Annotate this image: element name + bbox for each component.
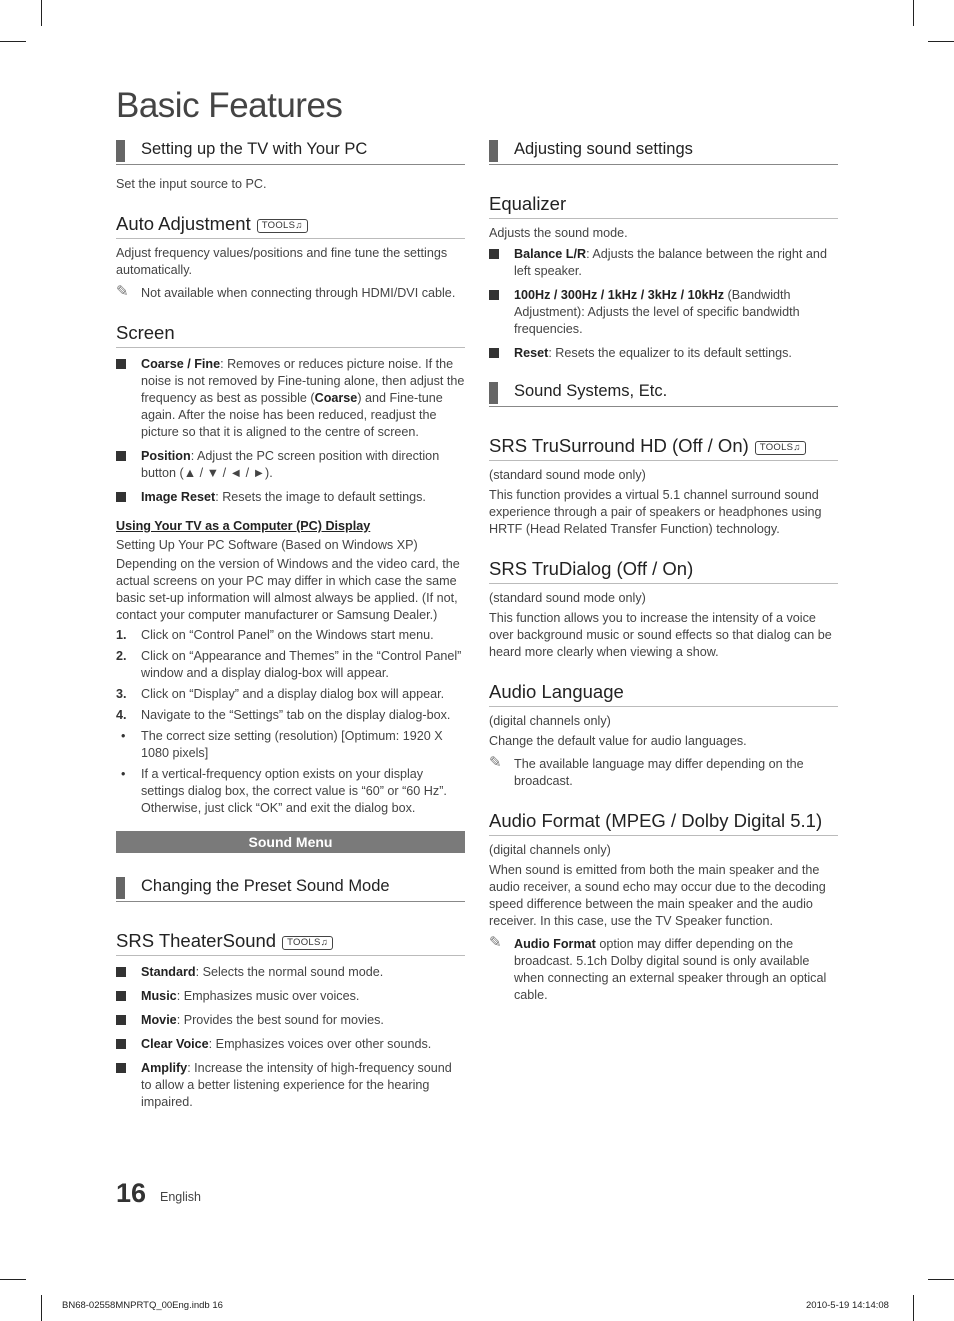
item-text: : Emphasizes music over voices. [176, 989, 360, 1003]
step-text: Click on “Display” and a display dialog box will appear. [141, 687, 445, 701]
step-text: Click on “Appearance and Themes” in the “Control Panel” window and a display dialog-box will appear. [141, 649, 462, 680]
subheading-auto-adjustment [116, 213, 465, 239]
subheading-text: Equalizer [489, 193, 567, 214]
trusurround-desc: This function provides a virtual 5.1 channel surround sound experience through a pair of speakers or headphones using HRTF (Head Related Transfer Function) technology. [489, 488, 822, 536]
step-item [116, 707, 465, 724]
pc-display-intro: Depending on the version of Windows and the video card, the actual screens on your PC may differ in which case the same basic set-up information will almost always be applied. (If not, contact your computer manufacturer or Samsung Dealer.) [116, 557, 460, 622]
step-item [116, 648, 465, 682]
item-term: Music [141, 989, 177, 1003]
list-item [489, 246, 838, 280]
list-item [116, 988, 465, 1005]
square-bullet-icon [116, 991, 126, 1001]
pencil-note-icon: ✎ [489, 934, 502, 951]
item-text: : Removes or reduces picture noise. If the noise is not removed by Fine-tuning alone, then adjust the frequency as best as possible ( [141, 357, 465, 405]
section-bar-icon [489, 382, 498, 404]
subheading-text: Screen [116, 322, 175, 343]
step-text: Navigate to the “Settings” tab on the display dialog-box. [141, 708, 451, 722]
pencil-note-icon: ✎ [489, 754, 502, 771]
trusurround-mode: (standard sound mode only) [489, 468, 646, 482]
step-text: Click on “Control Panel” on the Windows start menu. [141, 628, 434, 642]
square-bullet-icon [116, 1063, 126, 1073]
page-title: Basic Features [116, 86, 343, 125]
subheading-text: SRS TruSurround HD (Off / On) [489, 435, 749, 456]
step-item [116, 627, 465, 644]
item-term: Coarse / Fine [141, 357, 221, 371]
bullet-item [116, 766, 465, 817]
bullet-text: The correct size setting (resolution) [Optimum: 1920 X 1080 pixels] [141, 729, 443, 760]
square-bullet-icon [489, 249, 499, 259]
item-term: Movie [141, 1013, 177, 1027]
subheading-text: Audio Language [489, 681, 624, 702]
audio-language-mode: (digital channels only) [489, 714, 611, 728]
square-bullet-icon [116, 492, 126, 502]
square-bullet-icon [116, 1015, 126, 1025]
bullet-text: If a vertical-frequency option exists on your display settings dialog box, the correct value is “60” or “60 Hz”. Otherwise, just click “OK” and exit the dialog box. [141, 767, 447, 815]
crop-mark [913, 0, 914, 26]
note [489, 936, 838, 1004]
item-text: : Adjusts the balance between the right and left speaker. [514, 247, 827, 278]
crop-mark [41, 1295, 42, 1321]
tools-icon: TOOLS♫ [257, 219, 308, 233]
crop-mark [913, 1295, 914, 1321]
step-number: 3. [116, 687, 127, 701]
list-item [489, 345, 838, 362]
note-text: option may differ depending on the broadcast. 5.1ch Dolby digital sound is only available when connecting an external speaker through an optical cable. [514, 937, 827, 1002]
trudialog-mode: (standard sound mode only) [489, 591, 646, 605]
section-bar-icon [116, 140, 125, 162]
item-text: : Adjust the PC screen position with direction button (▲ / ▼ / ◄ / ►). [141, 449, 440, 480]
item-text: : Provides the best sound for movies. [176, 1013, 384, 1027]
item-term: Coarse [314, 391, 358, 405]
list-item [116, 356, 465, 441]
theatersound-list [116, 964, 465, 1111]
list-item [116, 1060, 465, 1111]
subheading-theatersound [116, 930, 465, 956]
item-text: : Selects the normal sound mode. [195, 965, 384, 979]
note [116, 285, 465, 302]
page-language: English [160, 1190, 201, 1204]
section-title: Sound Systems, Etc. [514, 382, 668, 400]
subheading-text: SRS TheaterSound [116, 930, 277, 951]
pc-setup-intro: Set the input source to PC. [116, 177, 267, 191]
square-bullet-icon [116, 359, 126, 369]
screen-list [116, 356, 465, 506]
item-text: : Resets the equalizer to its default settings. [548, 346, 792, 360]
step-item [116, 686, 465, 703]
page-number: 16 [116, 1178, 147, 1208]
section-bar-icon [116, 877, 125, 899]
item-text: ) and Fine-tune again. After the noise has been reduced, readjust the picture so that it is aligned to the centre of screen. [141, 391, 443, 439]
bullet-item [116, 728, 465, 762]
section-header-preset [116, 875, 465, 902]
item-text: : Emphasizes voices over other sounds. [208, 1037, 432, 1051]
left-column [116, 138, 465, 1118]
section-title: Setting up the TV with Your PC [141, 140, 368, 158]
subheading-text: SRS TruDialog (Off / On) [489, 558, 694, 579]
pc-display-heading: Using Your TV as a Computer (PC) Display [116, 519, 371, 533]
pencil-note-icon: ✎ [116, 283, 129, 300]
item-term: Amplify [141, 1061, 188, 1075]
square-bullet-icon [489, 290, 499, 300]
square-bullet-icon [489, 348, 499, 358]
tools-icon: TOOLS♫ [282, 936, 333, 950]
subheading-equalizer [489, 193, 838, 219]
item-term: 100Hz / 300Hz / 1kHz / 3kHz / 10kHz [514, 288, 724, 302]
item-text: : Increase the intensity of high-frequency sound to allow a better listening experience for the hearing impaired. [141, 1061, 452, 1109]
dot-bullet-icon: • [121, 729, 126, 743]
square-bullet-icon [116, 1039, 126, 1049]
trudialog-desc: This function allows you to increase the intensity of a voice over background music or sound effects so that dialog can be heard more clearly when viewing a show. [489, 611, 832, 659]
list-item [489, 287, 838, 338]
print-slug-date: 2010-5-19 14:14:08 [806, 1300, 889, 1311]
note-term: Audio Format [514, 937, 596, 951]
square-bullet-icon [116, 967, 126, 977]
crop-mark [928, 41, 954, 42]
subheading-text: Auto Adjustment [116, 213, 251, 234]
audio-format-desc: When sound is emitted from both the main speaker and the audio receiver, a sound echo may occur due to the decoding speed difference between the main speaker and the audio receiver. In this case, use the TV Speaker function. [489, 863, 826, 928]
section-title: Adjusting sound settings [514, 140, 693, 158]
crop-mark [0, 41, 26, 42]
square-bullet-icon [116, 451, 126, 461]
sound-menu-band: Sound Menu [116, 831, 465, 853]
item-term: Position [141, 449, 191, 463]
section-header-adjusting [489, 138, 838, 165]
section-title: Changing the Preset Sound Mode [141, 877, 390, 895]
note-text: The available language may differ depending on the broadcast. [514, 757, 804, 788]
list-item [116, 1036, 465, 1053]
item-term: Standard [141, 965, 196, 979]
step-number: 2. [116, 649, 127, 663]
step-number: 4. [116, 708, 127, 722]
note-text: Not available when connecting through HDMI/DVI cable. [141, 286, 456, 300]
print-slug-file: BN68-02558MNPRTQ_00Eng.indb 16 [62, 1300, 223, 1311]
subheading-trusurround [489, 435, 838, 461]
section-bar-icon [489, 140, 498, 162]
right-column [489, 138, 838, 1004]
auto-adjustment-desc: Adjust frequency values/positions and fine tune the settings automatically. [116, 246, 448, 277]
crop-mark [0, 1279, 26, 1280]
tools-icon: TOOLS♫ [755, 441, 806, 455]
section-header-pc-setup [116, 138, 465, 165]
subheading-audio-language [489, 681, 838, 707]
list-item [116, 1012, 465, 1029]
list-item [116, 489, 465, 506]
crop-mark [928, 1279, 954, 1280]
pc-display-steps [116, 627, 465, 817]
equalizer-desc: Adjusts the sound mode. [489, 226, 628, 240]
subheading-text: Audio Format (MPEG / Dolby Digital 5.1) [489, 810, 823, 831]
equalizer-list [489, 246, 838, 362]
note [489, 756, 838, 790]
subheading-trudialog [489, 558, 838, 584]
dot-bullet-icon: • [121, 767, 126, 781]
audio-format-mode: (digital channels only) [489, 843, 611, 857]
section-header-systems [489, 380, 838, 407]
list-item [116, 448, 465, 482]
pc-display-subtitle: Setting Up Your PC Software (Based on Windows XP) [116, 538, 418, 552]
subheading-audio-format [489, 810, 838, 836]
crop-mark [41, 0, 42, 26]
item-term: Balance L/R [514, 247, 587, 261]
item-term: Clear Voice [141, 1037, 209, 1051]
item-text: : Resets the image to default settings. [215, 490, 426, 504]
audio-language-desc: Change the default value for audio languages. [489, 734, 747, 748]
subheading-screen [116, 322, 465, 348]
item-term: Reset [514, 346, 549, 360]
item-term: Image Reset [141, 490, 216, 504]
list-item [116, 964, 465, 981]
item-text: (Bandwidth Adjustment): Adjusts the level of specific bandwidth frequencies. [514, 288, 800, 336]
step-number: 1. [116, 628, 127, 642]
